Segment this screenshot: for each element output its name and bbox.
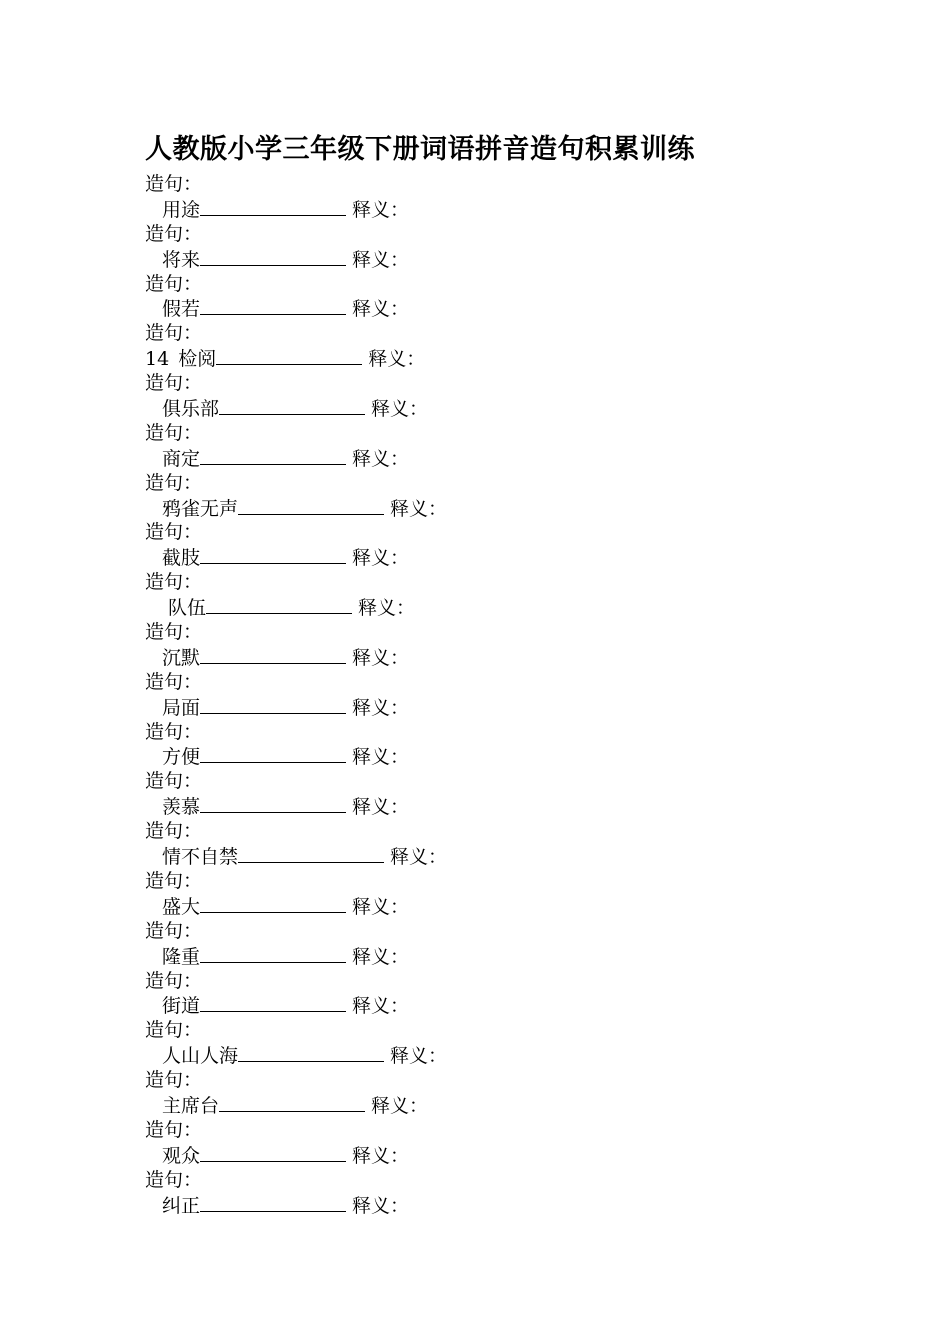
vocab-entry (145, 844, 447, 869)
vocab-word: 人山人海 (162, 1045, 239, 1068)
vocab-entry (145, 396, 447, 421)
vocab-entry (145, 346, 447, 371)
sentence-prompt: 造句： (145, 571, 203, 594)
meaning-label: 释义： (390, 846, 448, 869)
answer-blank[interactable] (200, 944, 346, 963)
sentence-prompt: 造句： (145, 670, 203, 693)
vocab-entry (145, 1143, 447, 1168)
vocab-word: 隆重 (162, 945, 201, 968)
meaning-label: 释义： (352, 895, 410, 918)
sentence-prompt: 造句： (145, 869, 203, 892)
meaning-label: 释义： (352, 198, 410, 221)
sentence-prompt: 造句： (145, 969, 203, 992)
vocab-entry (145, 1193, 447, 1218)
vocab-word: 情不自禁 (162, 846, 239, 869)
vocab-entry (145, 545, 447, 570)
answer-blank[interactable] (219, 396, 365, 415)
vocab-entry (145, 595, 447, 620)
sentence-prompt: 造句： (145, 820, 203, 843)
vocab-word: 检阅 (178, 348, 217, 371)
vocab-word: 用途 (162, 198, 201, 221)
lesson-number: 14 (145, 348, 170, 371)
vocab-word: 方便 (162, 746, 201, 769)
answer-blank[interactable] (200, 1143, 346, 1162)
sentence-prompt: 造句： (145, 322, 203, 345)
sentence-prompt: 造句： (145, 272, 203, 295)
vocab-word: 观众 (162, 1144, 201, 1167)
vocab-entry (145, 496, 447, 521)
vocab-entry (145, 944, 447, 969)
vocab-word: 假若 (162, 298, 201, 321)
meaning-label: 释义： (352, 796, 410, 819)
sentence-prompt: 造句： (145, 1069, 203, 1092)
vocab-entry (145, 744, 447, 769)
vocab-entry (145, 296, 447, 321)
answer-blank[interactable] (200, 993, 346, 1012)
vocab-entry (145, 645, 447, 670)
answer-blank[interactable] (238, 844, 384, 863)
answer-blank[interactable] (200, 247, 346, 266)
answer-blank[interactable] (238, 1043, 384, 1062)
vocab-word: 纠正 (162, 1194, 201, 1217)
vocab-word: 截肢 (162, 547, 201, 570)
vocab-entry (145, 247, 447, 272)
vocab-word: 街道 (162, 995, 201, 1018)
vocab-entry (145, 446, 447, 471)
meaning-label: 释义： (371, 1094, 429, 1117)
vocab-word: 局面 (162, 696, 201, 719)
sentence-prompt: 造句： (145, 421, 203, 444)
answer-blank[interactable] (200, 645, 346, 664)
answer-blank[interactable] (200, 296, 346, 315)
meaning-label: 释义： (358, 597, 416, 620)
meaning-label: 释义： (390, 497, 448, 520)
answer-blank[interactable] (200, 1193, 346, 1212)
sentence-prompt: 造句： (145, 720, 203, 743)
vocab-entry (145, 197, 447, 222)
answer-blank[interactable] (200, 197, 346, 216)
vocab-word: 羡慕 (162, 796, 201, 819)
answer-blank[interactable] (200, 695, 346, 714)
meaning-label: 释义： (371, 398, 429, 421)
sentence-prompt: 造句： (145, 770, 203, 793)
meaning-label: 释义： (352, 945, 410, 968)
answer-blank[interactable] (200, 794, 346, 813)
meaning-label: 释义： (352, 995, 410, 1018)
vocab-word: 鸦雀无声 (162, 497, 239, 520)
vocab-entry (145, 1043, 447, 1068)
sentence-prompt: 造句： (145, 1019, 203, 1042)
vocab-entry (145, 894, 447, 919)
answer-blank[interactable] (238, 496, 384, 515)
meaning-label: 释义： (352, 646, 410, 669)
vocab-entry (145, 794, 447, 819)
answer-blank[interactable] (219, 1093, 365, 1112)
vocab-word: 主席台 (162, 1094, 220, 1117)
vocab-entry (145, 993, 447, 1018)
answer-blank[interactable] (200, 545, 346, 564)
sentence-prompt: 造句： (145, 1118, 203, 1141)
sentence-prompt: 造句： (145, 372, 203, 395)
sentence-prompt: 造句： (145, 521, 203, 544)
document-title: 人教版小学三年级下册词语拼音造句积累训练 (145, 134, 695, 165)
vocab-word: 队伍 (168, 597, 207, 620)
meaning-label: 释义： (352, 1144, 410, 1167)
answer-blank[interactable] (200, 446, 346, 465)
meaning-label: 释义： (352, 746, 410, 769)
answer-blank[interactable] (200, 744, 346, 763)
sentence-prompt: 造句： (145, 222, 203, 245)
meaning-label: 释义： (352, 1194, 410, 1217)
meaning-label: 释义： (352, 248, 410, 271)
sentence-prompt: 造句： (145, 919, 203, 942)
vocab-word: 沉默 (162, 646, 201, 669)
answer-blank[interactable] (200, 894, 346, 913)
sentence-prompt: 造句： (145, 173, 203, 195)
vocab-entry (145, 695, 447, 720)
meaning-label: 释义： (352, 696, 410, 719)
sentence-prompt: 造句： (145, 471, 203, 494)
meaning-label: 释义： (352, 447, 410, 470)
vocab-entry (145, 1093, 447, 1118)
answer-blank[interactable] (216, 346, 362, 365)
meaning-label: 释义： (390, 1045, 448, 1068)
vocab-word: 盛大 (162, 895, 201, 918)
exercise-list (145, 172, 447, 1217)
answer-blank[interactable] (206, 595, 352, 614)
meaning-label: 释义： (352, 298, 410, 321)
sentence-prompt: 造句： (145, 621, 203, 644)
meaning-label: 释义： (368, 348, 426, 371)
sentence-prompt: 造句： (145, 1168, 203, 1191)
vocab-word: 将来 (162, 248, 201, 271)
meaning-label: 释义： (352, 547, 410, 570)
vocab-word: 商定 (162, 447, 201, 470)
vocab-word: 俱乐部 (162, 398, 220, 421)
